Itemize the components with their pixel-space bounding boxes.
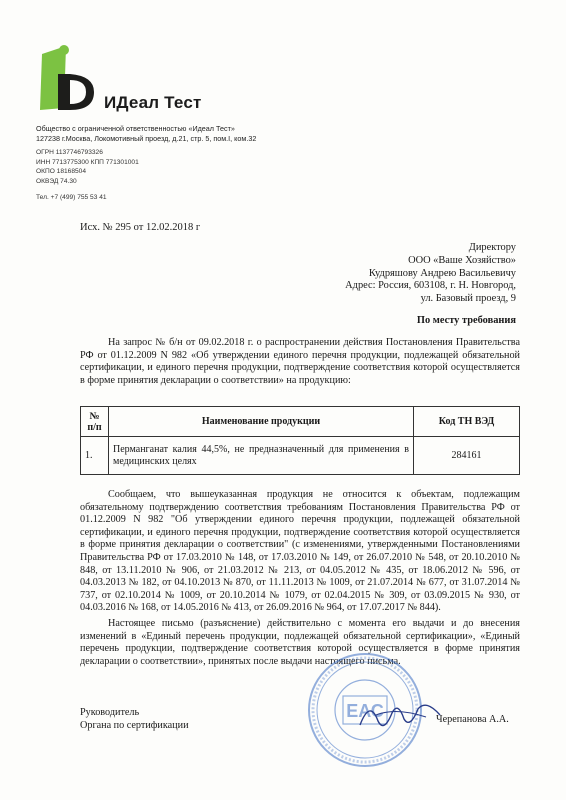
addressee-title: Директору (468, 242, 516, 253)
addressee-address: Адрес: Россия, 603108, г. Н. Новгород, (345, 280, 516, 292)
header-name: Наименование продукции (109, 407, 414, 437)
product-table (80, 406, 520, 475)
ogrn: ОГРН 1137746793326 (36, 149, 103, 156)
cell-code: 284161 (414, 437, 520, 475)
phone: Тел. +7 (499) 755 53 41 (36, 194, 107, 201)
header-num: № п/п (81, 407, 109, 437)
validity-paragraph (80, 618, 520, 668)
intro-paragraph (80, 337, 520, 387)
stamp-center-text: ЕАС (346, 701, 384, 721)
position-line1: Руководитель (80, 707, 140, 718)
cell-num: 1. (81, 437, 109, 475)
addressee-street: ул. Базовый проезд, 9 (420, 293, 516, 305)
signatory-position (80, 707, 189, 733)
intro-text: На запрос № б/н от 09.02.2018 г. о распространении действия Постановления Правительства РФ от 01.12.2009 N 982 «Об утверждении единого перечня продукции, подлежащей обязательной сертификации, и единого перечня продукции, подтверждение соответствия которой осуществляется в форме принятия декларации о соответствии» на продукцию: (80, 337, 520, 386)
company-info (36, 124, 256, 144)
brand-name: ИДеал Тест (104, 93, 202, 112)
addressee-person: Кудряшову Андрею Васильевичу (368, 267, 516, 279)
company-address: 127238 г.Москва, Локомотивный проезд, д.21, стр. 5, пом.I, ком.32 (36, 134, 257, 143)
body-paragraph (80, 489, 520, 615)
outgoing-reference: Исх. № 295 от 12.02.2018 г (80, 222, 201, 233)
body-text: Сообщаем, что вышеуказанная продукция не относится к объектам, подлежащим обязательному подтверждению соответствия требованиям Постановления Правительства РФ от 01.12.2009 N 982 "Об утверждении единого перечня продукции, подлежащей обязательной сертификации, и единого перечня продукции, подтверждение соответствия которой осуществляется в форме принятия декларации о соответствии" (с изменениями, утвержденными Постановлениями Правительства РФ от 17.03.2010 № 148, от 17.03.2010 № 149, от 26.07.2010 № 548, от 20.10.2010 № 848, от 13.11.2010 № 906, от 21.03.2012 № 213, от 04.05.2012 № 435, от 18.06.2012 № 596, от 04.03.2013 № 182, от 04.10.2013 № 870, от 11.11.2013 № 1009, от 21.07.2014 № 677, от 31.07.2014 № 737, от 02.10.2014 № 1009, от 20.10.2014 № 1079, от 02.04.2015 № 309, от 03.09.2015 № 930, от 04.03.2016 № 168, от 14.05.2016 № 413, от 26.09.2016 № 964, от 17.07.2017 № 844). (80, 489, 520, 614)
cell-name: Перманганат калия 44,5%, не предназначенный для применения в медицинских целях (109, 437, 414, 475)
table-row (81, 437, 520, 475)
okpo: ОКПО 18168504 (36, 168, 87, 176)
ideal-test-logo (36, 44, 96, 112)
addressee-block (216, 242, 516, 306)
signatory-name: Черепанова А.А. (436, 714, 509, 725)
destination-note: По месту требования (416, 315, 516, 326)
inn-kpp: ИНН 7713775300 КПП 771301001 (36, 158, 139, 166)
registration-codes (36, 148, 139, 187)
addressee-company: ООО «Ваше Хозяйство» (408, 254, 516, 266)
validity-text: Настоящее письмо (разъяснение) действительно с момента его выдачи и до внесения изменений в «Единый перечень продукции, подлежащей обязательной сертификации», «Единый перечень продукции, подтверждение соответствия которой осуществляется в форме принятия декларации о соответствии», принятых после выдачи настоящего письма. (80, 618, 520, 667)
handwritten-signature (356, 695, 446, 735)
company-name: Общество с ограниченной ответственностью «Идеал Тест» (36, 124, 235, 133)
position-line2: Органа по сертификации (80, 719, 189, 731)
table-header-row (81, 407, 520, 437)
okved: ОКВЭД 74.30 (36, 178, 77, 186)
header-code: Код ТН ВЭД (414, 407, 520, 437)
